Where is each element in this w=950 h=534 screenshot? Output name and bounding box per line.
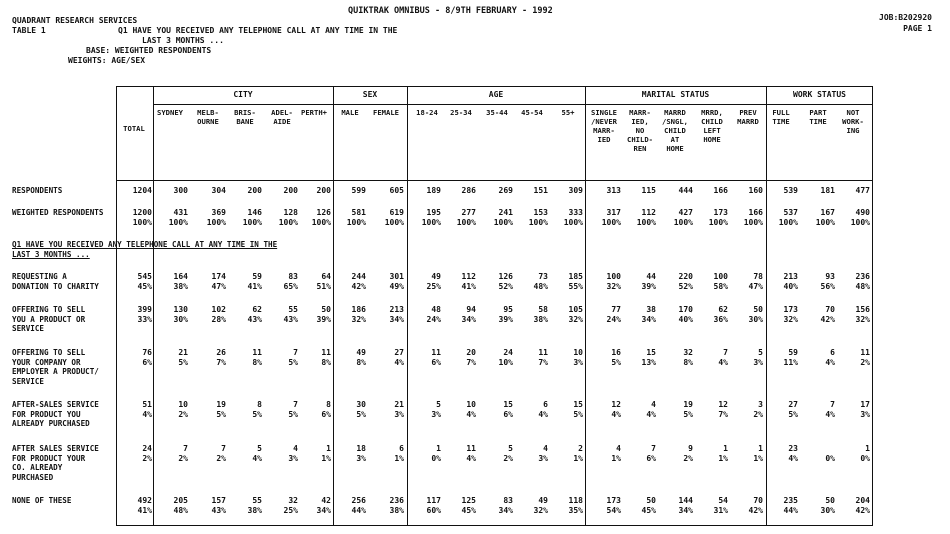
table-cell: 195 100% xyxy=(421,208,441,227)
table-cell: 19 5% xyxy=(216,400,226,419)
table-cell: 2 1% xyxy=(573,444,583,463)
report-title: QUIKTRAK OMNIBUS - 8/9TH FEBRUARY - 1992 xyxy=(348,6,553,16)
table-cell: 54 31% xyxy=(713,496,728,515)
table-cell: 269 xyxy=(498,186,513,195)
table-cell: 7 5% xyxy=(288,348,298,367)
table-cell: 1 0% xyxy=(860,444,870,463)
table-cell: 167 100% xyxy=(815,208,835,227)
table-cell: 50 45% xyxy=(641,496,656,515)
table-cell: 7 4% xyxy=(825,400,835,419)
table-cell: 27 5% xyxy=(788,400,798,419)
table-cell: 76 6% xyxy=(142,348,152,367)
table-cell: 12 7% xyxy=(718,400,728,419)
table-cell: 7 5% xyxy=(288,400,298,419)
table-cell: 1200 100% xyxy=(132,208,152,227)
table-cell: 286 xyxy=(461,186,476,195)
table-cell: 200 xyxy=(316,186,331,195)
group-heading: AGE xyxy=(488,90,504,99)
table-cell: 153 100% xyxy=(528,208,548,227)
row-label: OFFERING TO SELL YOUR COMPANY OR EMPLOYER A PRODUCT/ SERVICE xyxy=(12,348,99,386)
q1-heading: Q1 HAVE YOU RECEIVED ANY TELEPHONE CALL AT ANY TIME IN THE LAST 3 MONTHS ... xyxy=(12,240,278,259)
table-cell: 126 52% xyxy=(498,272,513,291)
table-cell: 26 7% xyxy=(216,348,226,367)
column-heading: PART TIME xyxy=(809,108,827,126)
table-cell: 173 100% xyxy=(708,208,728,227)
table-cell: 6 1% xyxy=(394,444,404,463)
group-heading: WORK STATUS xyxy=(793,90,846,99)
table-cell: 78 47% xyxy=(748,272,763,291)
header-divider xyxy=(116,180,873,181)
table-cell: 189 xyxy=(426,186,441,195)
table-cell: 7 6% xyxy=(646,444,656,463)
table-cell: 10 4% xyxy=(466,400,476,419)
table-cell: 11 2% xyxy=(860,348,870,367)
table-cell: 93 56% xyxy=(820,272,835,291)
table-cell: 200 xyxy=(247,186,262,195)
table-cell: 83 34% xyxy=(498,496,513,515)
table-cell: 38 34% xyxy=(641,305,656,324)
table-cell: 49 32% xyxy=(533,496,548,515)
table-cell: 32 8% xyxy=(683,348,693,367)
table-cell: 317 100% xyxy=(601,208,621,227)
table-cell: 160 xyxy=(748,186,763,195)
table-cell: 11 8% xyxy=(321,348,331,367)
table-cell: 21 3% xyxy=(394,400,404,419)
table-cell: 20 7% xyxy=(466,348,476,367)
table-cell: 205 48% xyxy=(173,496,188,515)
column-heading: BRIS- BANE xyxy=(234,108,256,126)
table-cell: 1 1% xyxy=(321,444,331,463)
table-cell: 581 100% xyxy=(346,208,366,227)
column-heading: PERTH+ xyxy=(301,108,327,117)
table-cell: 490 100% xyxy=(850,208,870,227)
table-cell: 5 2% xyxy=(503,444,513,463)
table-cell: 277 100% xyxy=(456,208,476,227)
table-cell: 70 42% xyxy=(748,496,763,515)
table-cell: 173 54% xyxy=(606,496,621,515)
table-cell: 170 40% xyxy=(678,305,693,324)
table-cell: 100 58% xyxy=(713,272,728,291)
table-cell: 10 2% xyxy=(178,400,188,419)
table-cell: 32 25% xyxy=(283,496,298,515)
table-cell: 15 13% xyxy=(641,348,656,367)
table-cell: 7 2% xyxy=(216,444,226,463)
column-group-divider xyxy=(585,86,586,526)
table-cell: 333 100% xyxy=(563,208,583,227)
table-cell: 102 28% xyxy=(211,305,226,324)
column-heading: MALE xyxy=(341,108,359,117)
table-cell: 100 32% xyxy=(606,272,621,291)
column-heading: MELB- OURNE xyxy=(197,108,219,126)
group-heading: SEX xyxy=(362,90,378,99)
row-label: RESPONDENTS xyxy=(12,186,63,195)
group-divider xyxy=(153,104,873,105)
table-cell: 70 42% xyxy=(820,305,835,324)
table-cell: 44 39% xyxy=(641,272,656,291)
table-cell: 146 100% xyxy=(242,208,262,227)
column-heading: ADEL- AIDE xyxy=(271,108,293,126)
table-cell: 4 3% xyxy=(538,444,548,463)
table-cell: 599 xyxy=(351,186,366,195)
table-cell: 173 32% xyxy=(783,305,798,324)
table-cell: 73 48% xyxy=(533,272,548,291)
table-cell: 23 4% xyxy=(788,444,798,463)
table-cell: 144 34% xyxy=(678,496,693,515)
table-cell: 49 8% xyxy=(356,348,366,367)
table-cell: 200 xyxy=(283,186,298,195)
table-cell: 256 44% xyxy=(351,496,366,515)
table-cell: 444 xyxy=(678,186,693,195)
table-cell: 1204 xyxy=(132,186,152,195)
column-heading: 45-54 xyxy=(521,108,543,117)
table-cell: 9 2% xyxy=(683,444,693,463)
table-cell: 117 60% xyxy=(426,496,441,515)
table-label: TABLE 1 xyxy=(12,26,46,35)
table-cell: 7 2% xyxy=(178,444,188,463)
column-heading: 35-44 xyxy=(486,108,508,117)
table-cell: 213 34% xyxy=(389,305,404,324)
weights-label: WEIGHTS: AGE/SEX xyxy=(68,56,146,65)
table-cell: 6 4% xyxy=(825,348,835,367)
table-cell: 11 8% xyxy=(252,348,262,367)
table-cell: 477 xyxy=(855,186,870,195)
table-cell: 605 xyxy=(389,186,404,195)
row-label: AFTER-SALES SERVICE FOR PRODUCT YOU ALREADY PURCHASED xyxy=(12,400,99,428)
table-cell: 537 100% xyxy=(778,208,798,227)
table-cell: 539 xyxy=(783,186,798,195)
table-cell: 105 32% xyxy=(568,305,583,324)
table-cell: 10 3% xyxy=(573,348,583,367)
table-cell: 431 100% xyxy=(168,208,188,227)
column-heading: 25-34 xyxy=(450,108,472,117)
table-cell: 545 45% xyxy=(137,272,152,291)
table-cell: 130 30% xyxy=(173,305,188,324)
table-cell: 128 100% xyxy=(278,208,298,227)
table-cell: 157 43% xyxy=(211,496,226,515)
table-cell: 5 3% xyxy=(431,400,441,419)
table-cell: 118 35% xyxy=(568,496,583,515)
table-cell: 11 6% xyxy=(431,348,441,367)
table-cell: 0% xyxy=(825,454,835,463)
table-cell: 58 38% xyxy=(533,305,548,324)
job-number: JOB:B202920 xyxy=(879,13,932,22)
table-cell: 55 38% xyxy=(247,496,262,515)
job-info xyxy=(879,12,932,34)
table-cell: 151 xyxy=(533,186,548,195)
table-cell: 4 1% xyxy=(611,444,621,463)
table-cell: 49 25% xyxy=(426,272,441,291)
table-cell: 3 2% xyxy=(753,400,763,419)
table-cell: 50 30% xyxy=(820,496,835,515)
table-cell: 16 5% xyxy=(611,348,621,367)
column-heading: SYDNEY xyxy=(157,108,183,117)
table-cell: 492 41% xyxy=(137,496,152,515)
table-cell: 427 100% xyxy=(673,208,693,227)
table-cell: 48 24% xyxy=(426,305,441,324)
column-heading: PREV MARRD xyxy=(737,108,759,126)
table-cell: 24 2% xyxy=(142,444,152,463)
table-cell: 18 3% xyxy=(356,444,366,463)
table-cell: 112 100% xyxy=(636,208,656,227)
table-cell: 55 43% xyxy=(283,305,298,324)
question-text: Q1 HAVE YOU RECEIVED ANY TELEPHONE CALL AT ANY TIME IN THE xyxy=(118,26,398,35)
table-cell: 50 39% xyxy=(316,305,331,324)
table-cell: 51 4% xyxy=(142,400,152,419)
column-heading: 55+ xyxy=(561,108,575,117)
table-cell: 8 5% xyxy=(252,400,262,419)
table-cell: 30 5% xyxy=(356,400,366,419)
table-cell: 115 xyxy=(641,186,656,195)
base-label: BASE: WEIGHTED RESPONDENTS xyxy=(86,46,212,55)
table-cell: 619 100% xyxy=(384,208,404,227)
table-cell: 125 45% xyxy=(461,496,476,515)
page-number: PAGE 1 xyxy=(903,24,932,33)
table-cell: 62 36% xyxy=(713,305,728,324)
table-cell: 59 11% xyxy=(783,348,798,367)
column-heading: FULL TIME xyxy=(772,108,790,126)
table-cell: 4 3% xyxy=(288,444,298,463)
table-cell: 174 47% xyxy=(211,272,226,291)
row-label: OFFERING TO SELL YOU A PRODUCT OR SERVICE xyxy=(12,305,86,333)
table-cell: 15 5% xyxy=(573,400,583,419)
table-cell: 1 0% xyxy=(431,444,441,463)
table-cell: 112 41% xyxy=(461,272,476,291)
table-cell: 1 1% xyxy=(718,444,728,463)
table-cell: 42 34% xyxy=(316,496,331,515)
table-cell: 4 4% xyxy=(646,400,656,419)
column-heading: FEMALE xyxy=(373,108,399,117)
table-cell: 19 5% xyxy=(683,400,693,419)
table-cell: 64 51% xyxy=(316,272,331,291)
column-group-divider xyxy=(153,86,154,526)
table-cell: 12 4% xyxy=(611,400,621,419)
table-cell: 156 32% xyxy=(855,305,870,324)
row-label: AFTER SALES SERVICE FOR PRODUCT YOUR CO. ALREADY PURCHASED xyxy=(12,444,99,482)
table-cell: 94 34% xyxy=(461,305,476,324)
table-cell: 236 48% xyxy=(855,272,870,291)
table-cell: 5 4% xyxy=(252,444,262,463)
table-cell: 186 32% xyxy=(351,305,366,324)
question-text-cont: LAST 3 MONTHS ... xyxy=(142,36,224,45)
table-cell: 399 33% xyxy=(137,305,152,324)
column-heading: TOTAL xyxy=(123,124,145,133)
table-cell: 204 42% xyxy=(855,496,870,515)
table-cell: 27 4% xyxy=(394,348,404,367)
table-cell: 220 52% xyxy=(678,272,693,291)
table-cell: 166 100% xyxy=(743,208,763,227)
table-cell: 166 xyxy=(713,186,728,195)
table-cell: 24 10% xyxy=(498,348,513,367)
row-label: REQUESTING A DONATION TO CHARITY xyxy=(12,272,99,291)
table-cell: 126 100% xyxy=(311,208,331,227)
column-heading: SINGLE /NEVER MARR- IED xyxy=(591,108,617,144)
table-cell: 236 38% xyxy=(389,496,404,515)
group-heading: MARITAL STATUS xyxy=(641,90,710,99)
column-group-divider xyxy=(407,86,408,526)
table-cell: 235 44% xyxy=(783,496,798,515)
company-name: QUADRANT RESEARCH SERVICES xyxy=(12,16,138,25)
column-heading: MRRD, CHILD LEFT HOME xyxy=(701,108,723,144)
table-cell: 95 39% xyxy=(498,305,513,324)
table-cell: 181 xyxy=(820,186,835,195)
table-cell: 304 xyxy=(211,186,226,195)
table-cell: 15 6% xyxy=(503,400,513,419)
table-cell: 369 100% xyxy=(206,208,226,227)
table-cell: 1 1% xyxy=(753,444,763,463)
table-cell: 213 40% xyxy=(783,272,798,291)
table-cell: 313 xyxy=(606,186,621,195)
table-cell: 62 43% xyxy=(247,305,262,324)
column-heading: MARR- IED, NO CHILD- REN xyxy=(627,108,653,153)
table-cell: 185 55% xyxy=(568,272,583,291)
table-cell: 17 3% xyxy=(860,400,870,419)
column-heading: MARRD /SNGL, CHILD AT HOME xyxy=(662,108,688,153)
column-heading: NOT WORK- ING xyxy=(842,108,864,135)
table-cell: 50 30% xyxy=(748,305,763,324)
table-cell: 241 100% xyxy=(493,208,513,227)
table-cell: 300 xyxy=(173,186,188,195)
table-cell: 244 42% xyxy=(351,272,366,291)
table-cell: 8 6% xyxy=(321,400,331,419)
table-cell: 59 41% xyxy=(247,272,262,291)
table-cell: 83 65% xyxy=(283,272,298,291)
table-cell: 7 4% xyxy=(718,348,728,367)
row-label: WEIGHTED RESPONDENTS xyxy=(12,208,104,217)
row-label: NONE OF THESE xyxy=(12,496,72,505)
table-cell: 309 xyxy=(568,186,583,195)
table-cell: 11 4% xyxy=(466,444,476,463)
table-cell: 6 4% xyxy=(538,400,548,419)
group-heading: CITY xyxy=(233,90,253,99)
table-cell: 11 7% xyxy=(538,348,548,367)
table-cell: 301 49% xyxy=(389,272,404,291)
table-cell: 21 5% xyxy=(178,348,188,367)
table-cell: 77 24% xyxy=(606,305,621,324)
column-heading: 18-24 xyxy=(416,108,438,117)
table-cell: 164 38% xyxy=(173,272,188,291)
table-cell: 5 3% xyxy=(753,348,763,367)
